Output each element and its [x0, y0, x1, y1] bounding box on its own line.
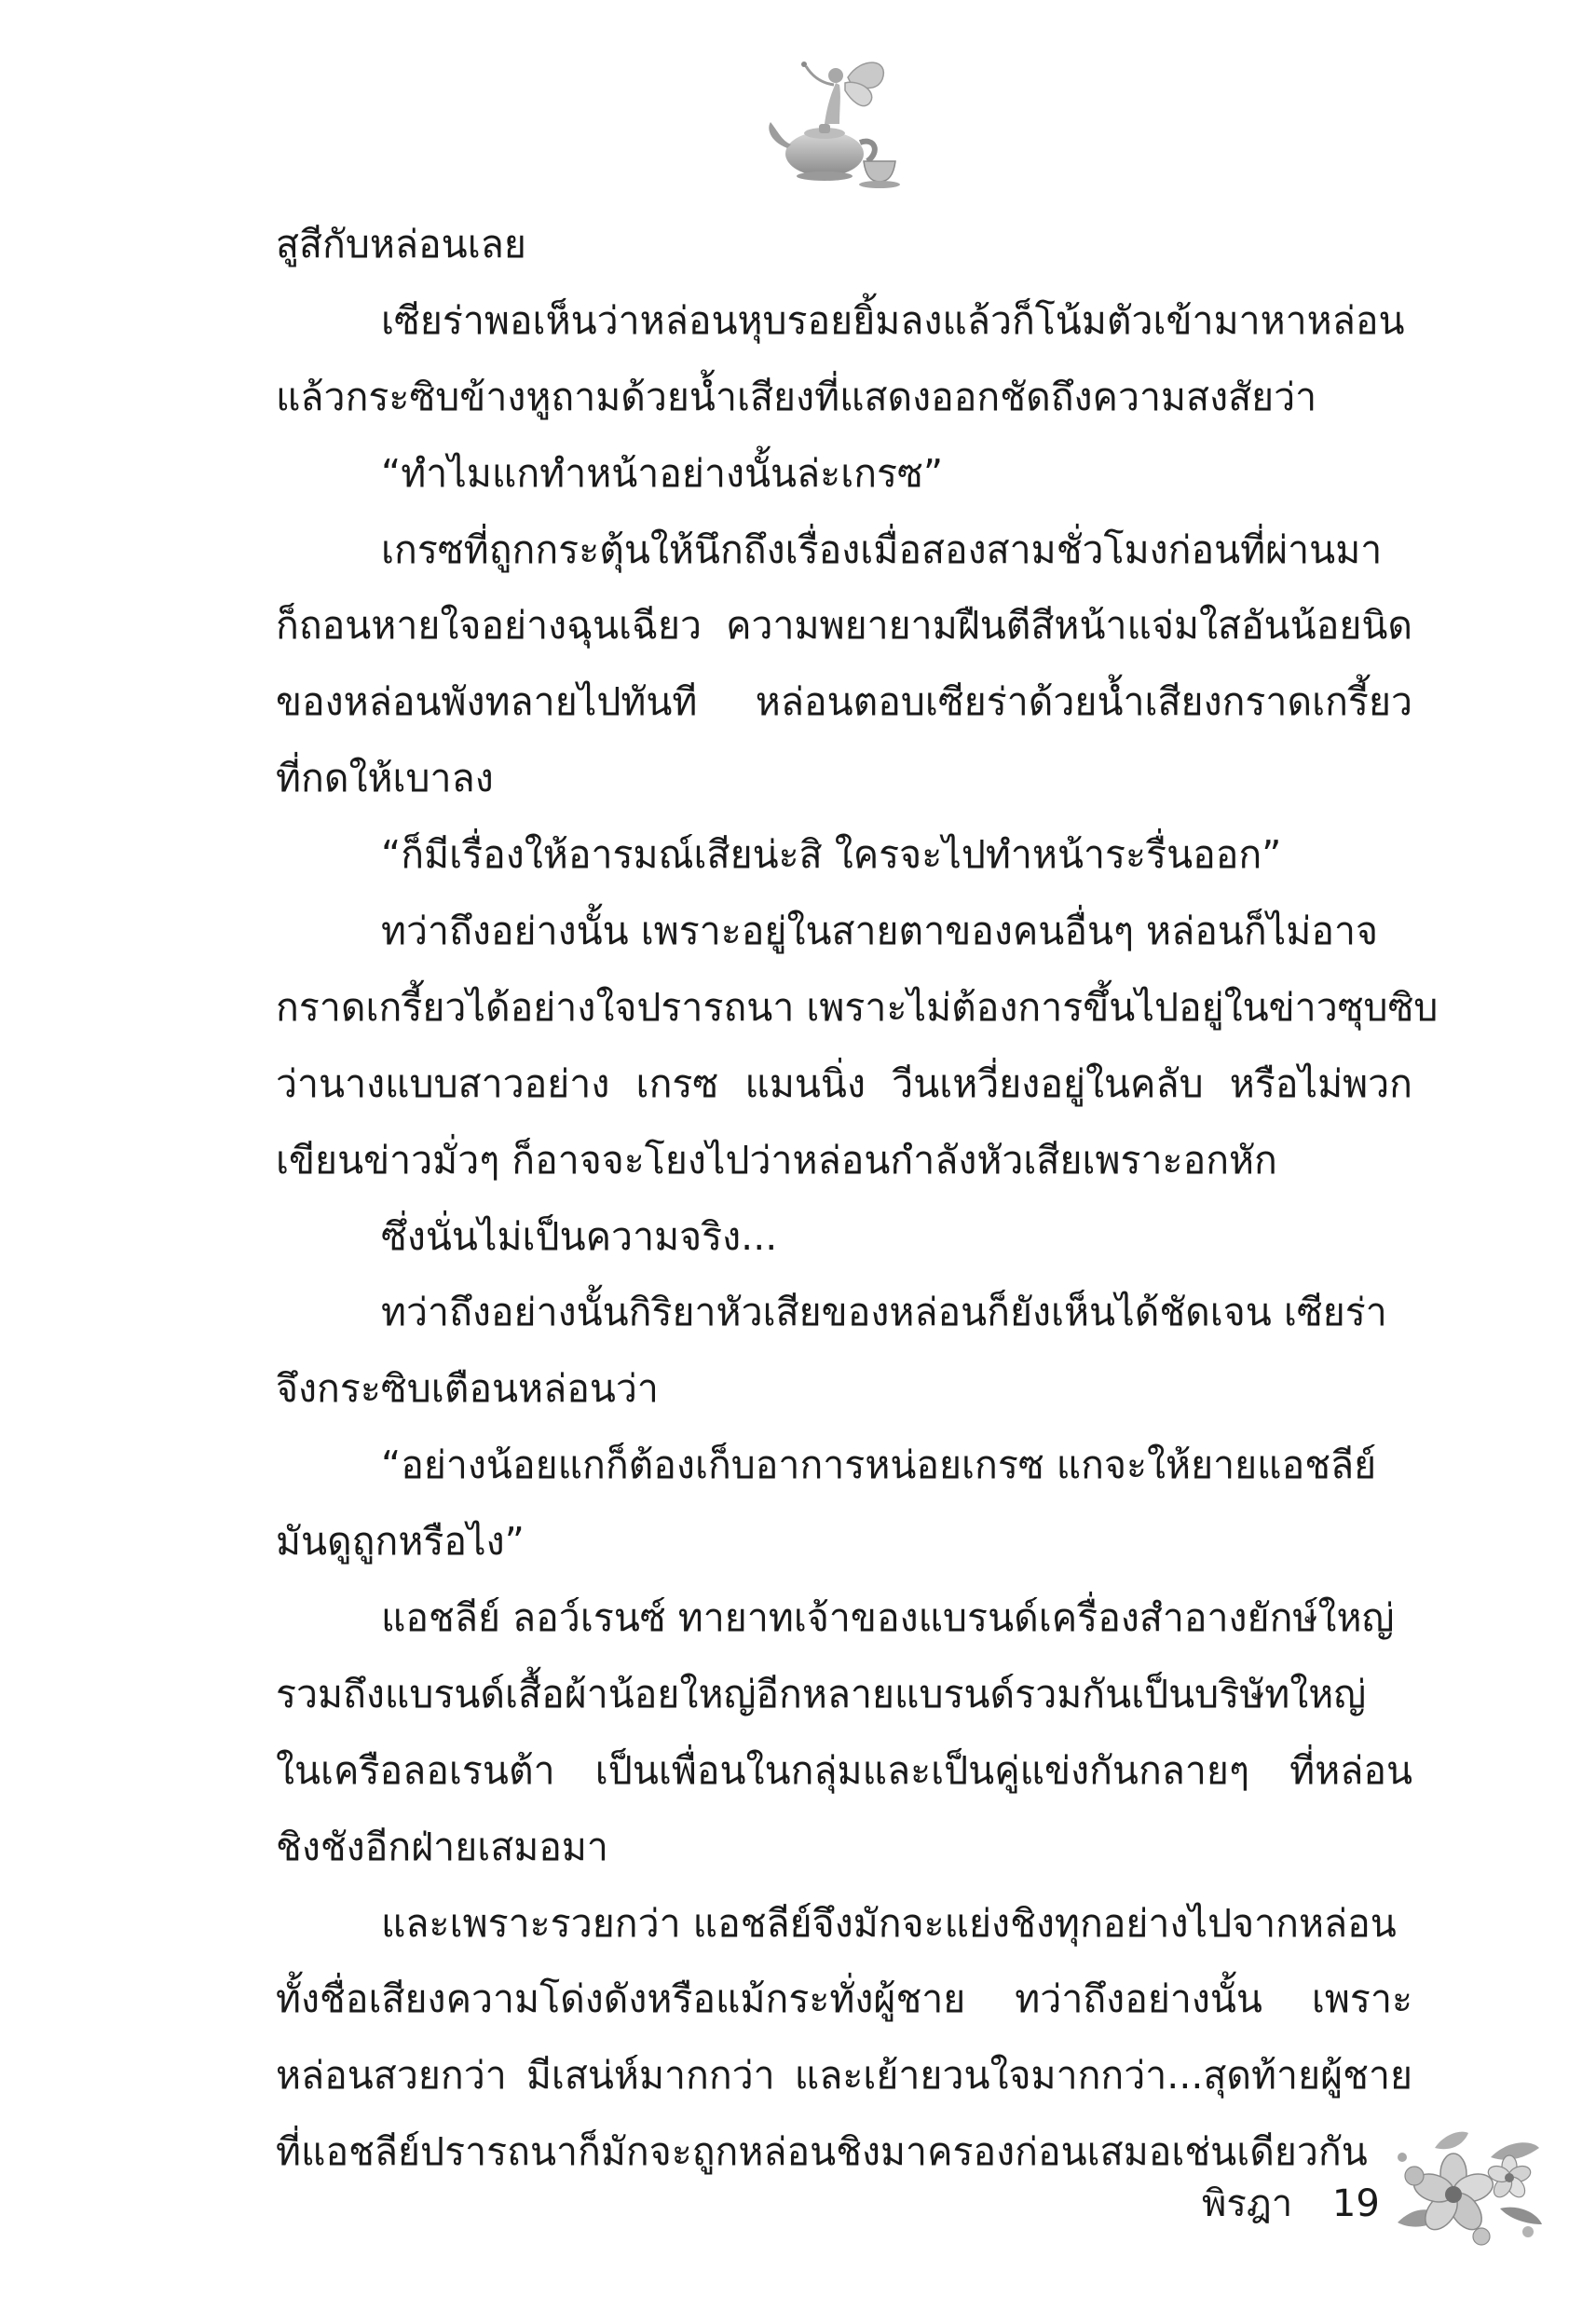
paragraph-line: ซึ่งนั่นไม่เป็นความจริง...: [381, 1213, 778, 1259]
paragraph-line: ทั้งชื่อเสียงความโด่งดังหรือแม้กระทั่งผู้ชาย ทว่าถึงอย่างนั้น เพราะ: [276, 1976, 1412, 2022]
flower-bouquet-icon: [1379, 2120, 1551, 2255]
paragraph-line: “ก็มีเรื่องให้อารมณ์เสียน่ะสิ ใครจะไปทำหน้าระรื่นออก”: [381, 832, 1282, 878]
paragraph-line: และเพราะรวยกว่า แอชลีย์จึงมักจะแย่งชิงทุกอย่างไปจากหล่อน: [381, 1900, 1397, 1946]
paragraph-line: มันดูถูกหรือไง”: [276, 1519, 525, 1565]
paragraph-line: หล่อนสวยกว่า มีเสน่ห์มากกว่า และเย้ายวนใจมากกว่า...สุดท้ายผู้ชาย: [276, 2053, 1412, 2099]
paragraph-line: ที่กดให้เบาลง: [276, 756, 494, 801]
paragraph-line: แอชลีย์ ลอว์เรนซ์ ทายาทเจ้าของแบรนด์เครื่องสำอางยักษ์ใหญ่: [381, 1595, 1395, 1641]
paragraph-line: ว่านางแบบสาวอย่าง เกรซ แมนนิ่ง วีนเหวี่ยงอยู่ในคลับ หรือไม่พวก: [276, 1060, 1412, 1106]
paragraph-line: ก็ถอนหายใจอย่างฉุนเฉียว ความพยายามฝืนตีสีหน้าแจ่มใสอันน้อยนิด: [276, 603, 1412, 649]
paragraph-line: “ทำไมแกทำหน้าอย่างนั้นล่ะเกรซ”: [381, 450, 944, 496]
paragraph-line: “อย่างน้อยแกก็ต้องเก็บอาการหน่อยเกรซ แกจะให้ยายแอชลีย์: [381, 1443, 1377, 1488]
teapot-fairy-icon: [759, 51, 908, 191]
page-number: 19: [1331, 2182, 1380, 2225]
paragraph-line: กราดเกรี้ยวได้อย่างใจปรารถนา เพราะไม่ต้องการขึ้นไปอยู่ในข่าวซุบซิบ: [276, 984, 1439, 1030]
paragraph-line: ของหล่อนพังทลายไปทันที หล่อนตอบเซียร่าด้วยน้ำเสียงกราดเกรี้ยว: [276, 679, 1412, 725]
paragraph-line: รวมถึงแบรนด์เสื้อผ้าน้อยใหญ่อีกหลายแบรนด์รวมกันเป็นบริษัทใหญ่: [276, 1671, 1367, 1716]
paragraph-line: ชิงชังอีกฝ่ายเสมอมา: [276, 1824, 608, 1869]
paragraph-line: จึงกระซิบเตือนหล่อนว่า: [276, 1366, 659, 1412]
paragraph-line: ทว่าถึงอย่างนั้นกิริยาหัวเสียของหล่อนก็ยังเห็นได้ชัดเจน เซียร่า: [381, 1290, 1387, 1335]
paragraph-line: เกรซที่ถูกกระตุ้นให้นึกถึงเรื่องเมื่อสองสามชั่วโมงก่อนที่ผ่านมา: [381, 526, 1383, 572]
paragraph-line: เขียนข่าวมั่วๆ ก็อาจจะโยงไปว่าหล่อนกำลังหัวเสียเพราะอกหัก: [276, 1137, 1277, 1183]
paragraph-line: ทว่าถึงอย่างนั้น เพราะอยู่ในสายตาของคนอื่นๆ หล่อนก็ไม่อาจ: [381, 909, 1378, 954]
paragraph-line: ที่แอชลีย์ปรารถนาก็มักจะถูกหล่อนชิงมาครองก่อนเสมอเช่นเดียวกัน: [276, 2129, 1368, 2175]
paragraph-line: ในเครือลอเรนต้า เป็นเพื่อนในกลุ่มและเป็นคู่แข่งกันกลายๆ ที่หล่อน: [276, 1747, 1412, 1793]
paragraph-line: แล้วกระซิบข้างหูถามด้วยน้ำเสียงที่แสดงออกชัดถึงความสงสัยว่า: [276, 374, 1317, 419]
page-footer: [1202, 2173, 1380, 2235]
story-text: [276, 207, 1439, 2191]
paragraph-line: สูสีกับหล่อนเลย: [276, 222, 526, 267]
paragraph-line: เซียร่าพอเห็นว่าหล่อนหุบรอยยิ้มลงแล้วก็โน้มตัวเข้ามาหาหล่อน: [381, 297, 1405, 343]
author-name: พิรฎา: [1202, 2182, 1293, 2225]
